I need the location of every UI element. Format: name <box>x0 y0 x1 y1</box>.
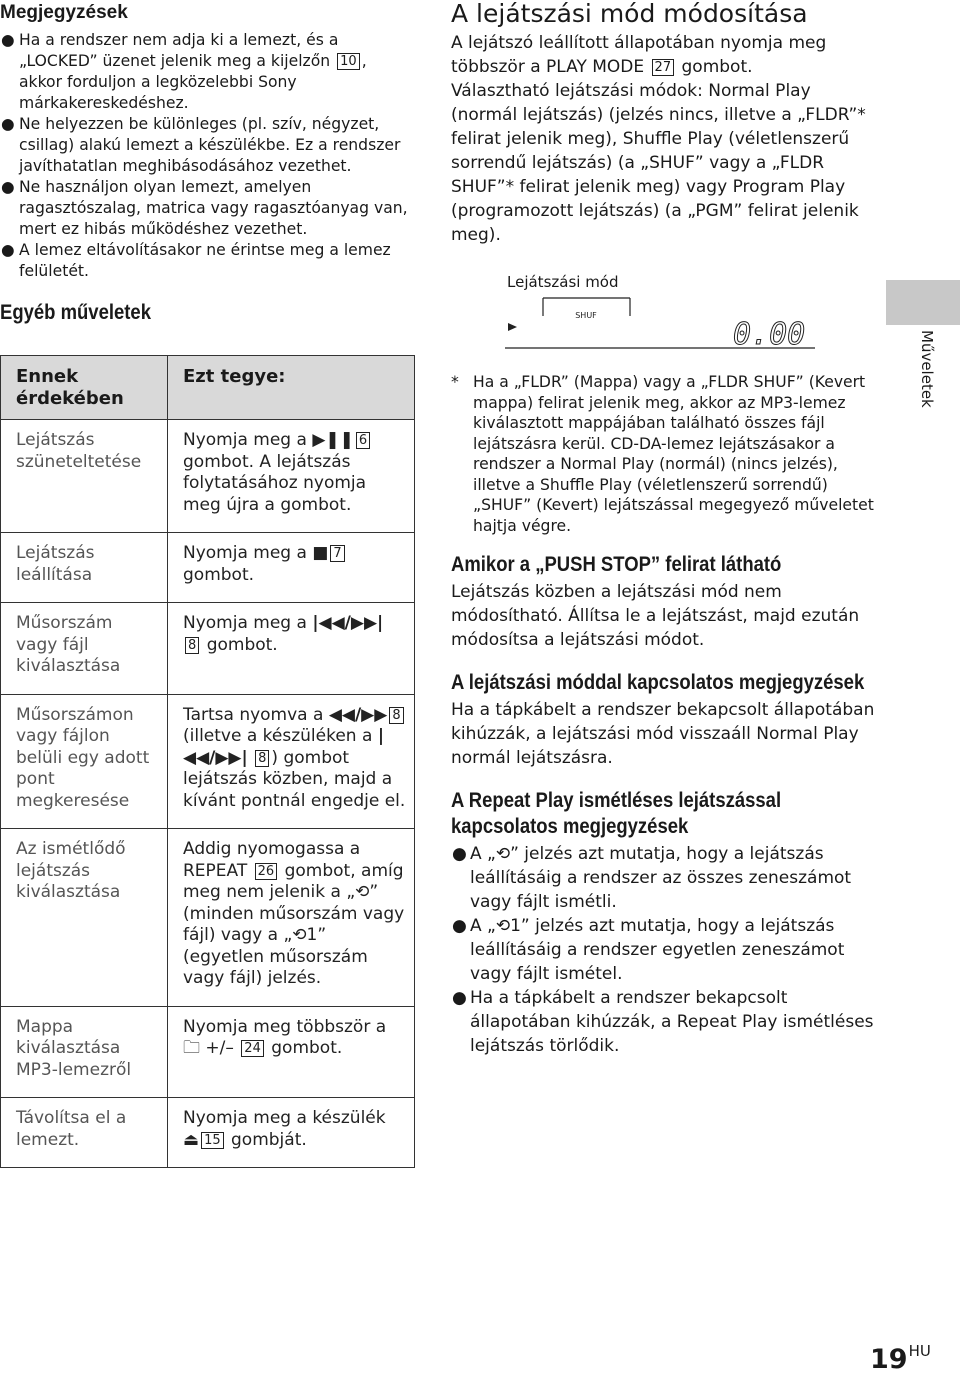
mode-title: A lejátszási mód módosítása <box>451 0 808 28</box>
mode-para2: Választható lejátszási módok: Normal Play (normál lejátszás) (jelzés nincs, illetve a „FLDR”* felirat jelenik meg), Shuffle Play (véletlenszerű sorrendű lejátszás) (a „SHUF” vagy a „FLDR SHUF”* felirat jelenik meg) vagy Program Play (programozott lejátszás) (a „PGM” felirat jelenik meg). <box>451 81 866 245</box>
rewind-forward-icon: ◀◀/▶▶ <box>328 704 388 725</box>
bullet-icon: ● <box>452 916 467 936</box>
bullet-icon: ● <box>452 844 467 864</box>
side-tab-label: Műveletek <box>918 330 936 408</box>
right-column <box>451 0 881 247</box>
eject-icon: ⏏ <box>183 1129 200 1150</box>
bullet-icon: ● <box>1 178 15 196</box>
operations-table <box>0 355 415 1168</box>
footnote <box>451 372 876 536</box>
lcd-label: Lejátszási mód <box>507 273 619 291</box>
list-item: ● A „⟲1” jelzés azt mutatja, hogy a lejátszás leállításáig a rendszer egyetlen zeneszámot vagy fájlt ismétel. <box>452 916 845 984</box>
skip-back-forward-icon: |◀◀/▶▶| <box>312 613 384 633</box>
row-action: Nyomja meg a ▶❚❚ 6 gombot. A lejátszás folytatásához nyomja meg újra a gombot. <box>168 420 415 533</box>
skip-back-forward-icon: |◀◀/▶▶| <box>183 726 385 768</box>
table-row <box>1 603 415 695</box>
row-action: Addig nyomogassa a REPEAT 26 gombot, amíg meg nem jelenik a „⟲” (minden műsorszám vagy fájl) vagy a „⟲1” (egyetlen műsorszám vagy fájl) jelzés. <box>168 829 415 1007</box>
push-stop-text: Lejátszás közben a lejátszási mód nem módosítható. Állítsa le a lejátszást, majd ezután módosítsa a lejátszási módot. <box>451 582 860 650</box>
row-purpose: Az ismétlődő lejátszás kiválasztása <box>1 829 168 1007</box>
row-purpose: Lejátszás leállítása <box>1 533 168 603</box>
stop-icon: ■ <box>312 543 329 563</box>
row-action: Nyomja meg többször a 🗀 +/– 24 gombot. <box>168 1006 415 1098</box>
row-action: Nyomja meg a készülék ⏏ 15 gombját. <box>168 1098 415 1168</box>
row-action: Tartsa nyomva a ◀◀/▶▶ 8 (illetve a készüléken a |◀◀/▶▶| 8 ) gombot lejátszás közben, majd a kívánt pontnál engedje el. <box>168 694 415 829</box>
repeat-notes-list <box>451 842 881 1058</box>
folder-icon: 🗀 <box>183 1038 200 1058</box>
table-header-action: Ezt tegye: <box>168 356 415 420</box>
notes-item: ● Ne használjon olyan lemezt, amelyen ragasztószalag, matrica vagy ragasztóanyag van, mert ez hibás működéshez vezethet. <box>1 178 408 238</box>
row-purpose: Távolítsa el a lemezt. <box>1 1098 168 1168</box>
list-item: ● A „⟲” jelzés azt mutatja, hogy a lejátszás leállításáig a rendszer az összes zeneszámot vagy fájlt ismétli. <box>452 844 852 912</box>
row-purpose: Lejátszás szüneteltetése <box>1 420 168 533</box>
row-action: Nyomja meg a ■ 7 gombot. <box>168 533 415 603</box>
notes-item: ● Ha a rendszer nem adja ki a lemezt, és a „LOCKED” üzenet jelenik meg a kijelzőn 10 , akkor forduljon a legközelebbi Sony márkakereskedéshez. <box>1 31 367 112</box>
push-stop-title: Amikor a „PUSH STOP” felirat látható <box>451 553 782 576</box>
notes-list <box>0 30 410 282</box>
table-row <box>1 420 415 533</box>
table-row <box>1 829 415 1007</box>
list-item: ● Ha a tápkábelt a rendszer bekapcsolt állapotában kihúzzák, a Repeat Play ismétléses lejátszás törlődik. <box>452 988 874 1056</box>
row-purpose: Mappa kiválasztása MP3-lemezről <box>1 1006 168 1098</box>
play-pause-icon: ▶❚❚ <box>312 430 354 450</box>
table-row <box>1 694 415 829</box>
table-header-row <box>1 356 415 420</box>
lcd-indicator: SHUF <box>575 311 597 320</box>
mode-notes-text: Ha a tápkábelt a rendszer bekapcsolt állapotában kihúzzák, a lejátszási mód visszaáll Normal Play normál lejátszásra. <box>451 700 875 768</box>
left-column <box>0 0 425 326</box>
repeat-icon: ⟲ <box>495 916 511 936</box>
button-number-badge: 10 <box>337 53 360 70</box>
lcd-digits: 0.00 <box>733 317 806 352</box>
play-indicator-icon <box>508 323 517 331</box>
table-row <box>1 1006 415 1098</box>
side-tab <box>886 280 960 325</box>
lcd-display <box>505 296 815 356</box>
notes-title: Megjegyzések <box>0 2 128 23</box>
notes-item: ● A lemez eltávolításakor ne érintse meg a lemez felületét. <box>1 241 391 280</box>
repeat-icon: ⟲ <box>292 925 307 945</box>
table-row <box>1 533 415 603</box>
row-purpose: Műsorszámon vagy fájlon belüli egy adott pont megkeresése <box>1 694 168 829</box>
bullet-icon: ● <box>1 241 15 259</box>
table-header-purpose: Ennek érdekében <box>1 356 168 420</box>
right-column-lower <box>451 552 881 1058</box>
bullet-icon: ● <box>452 988 467 1008</box>
bullet-icon: ● <box>1 115 15 133</box>
row-action: Nyomja meg a |◀◀/▶▶| 8 gombot. <box>168 603 415 695</box>
repeat-icon: ⟲ <box>355 882 370 902</box>
table-row <box>1 1098 415 1168</box>
bullet-icon: ● <box>1 31 15 49</box>
repeat-notes-title: A Repeat Play ismétléses lejátszással kapcsolatos megjegyzések <box>451 789 782 838</box>
mode-notes-title: A lejátszási móddal kapcsolatos megjegyzések <box>451 671 865 694</box>
footnote-mark: * <box>451 373 459 391</box>
repeat-icon: ⟲ <box>495 844 511 864</box>
row-purpose: Műsorszám vagy fájl kiválasztása <box>1 603 168 695</box>
page-number: $19^{HU}$ <box>870 1342 931 1375</box>
footnote-text: Ha a „FLDR” (Mappa) vagy a „FLDR SHUF” (Kevert mappa) felirat jelenik meg, akkor az MP3-lemez kiválasztott mappájában található összes fájl lejátszásra kerül. CD-DA-lemez lejátszásakor a rendszer a Normal Play (normál) (nincs jelzés), illetve a Shuffle Play (véletlenszerű sorrendű) „SHUF” (Kevert) lejátszással megegyező műveletet hajtja végre. <box>473 373 874 535</box>
other-ops-title: Egyéb műveletek <box>0 301 152 324</box>
mode-para1: A lejátszó leállított állapotában nyomja meg többször a PLAY MODE 27 gombot. <box>451 33 827 77</box>
notes-item: ● Ne helyezzen be különleges (pl. szív, négyzet, csillag) alakú lemezt a készülékbe. Ez a rendszer javíthatatlan meghibásodásához vezethet. <box>1 115 401 175</box>
